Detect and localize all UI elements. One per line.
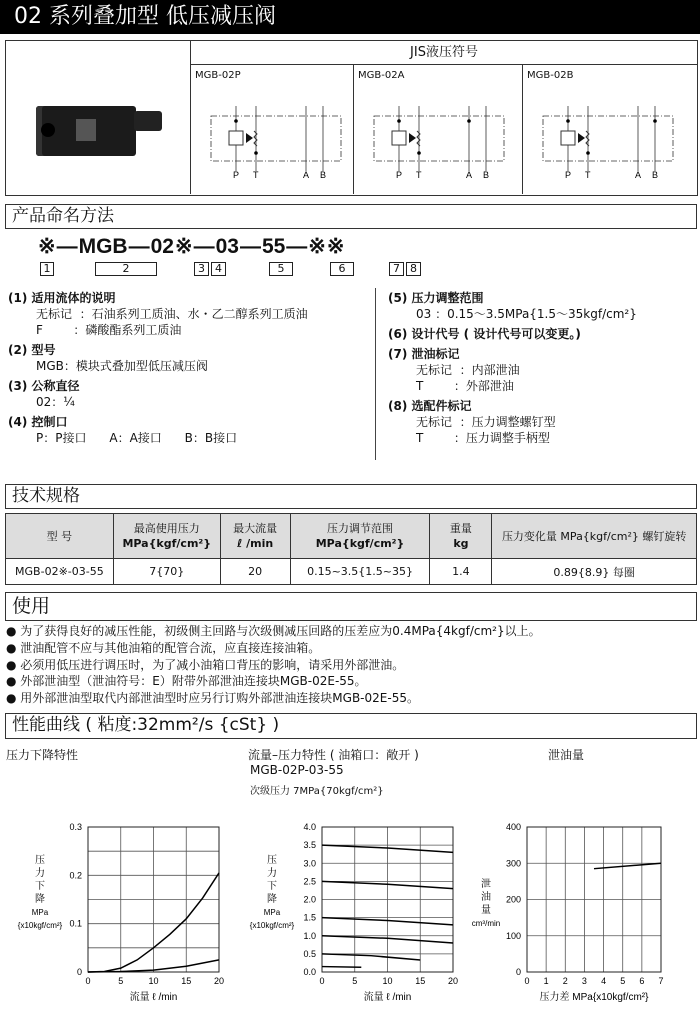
naming-item-heading: (3) 公称直径 [8, 379, 80, 393]
header-text: 压力变化量 MPa{kgf/cm²} 螺钉旋转 [501, 529, 687, 543]
y-axis-label: 压 [35, 855, 45, 866]
code-number-box: 4 [211, 262, 226, 276]
naming-item [388, 290, 698, 322]
code-part: ※ [174, 235, 193, 258]
x-tick-label: 5 [352, 976, 358, 986]
y-axis-label: {x10kgf/cm²} [249, 921, 295, 930]
y-axis-label: 下 [267, 881, 277, 892]
port-label-a: A [466, 170, 473, 180]
y-tick-label: 3.0 [303, 858, 316, 869]
model-code [38, 234, 346, 259]
hydraulic-symbol-icon [201, 101, 351, 181]
usage-bullet [6, 690, 541, 707]
y-tick-label: 4.0 [303, 822, 316, 832]
spec-cell: 0.15~3.5{1.5~35} [290, 559, 430, 585]
divider [375, 288, 376, 460]
x-axis-label: 流量 ℓ /min [363, 992, 412, 1003]
x-tick-label: 20 [213, 976, 225, 986]
naming-item-line: 无标记 ：内部泄油 [416, 363, 520, 377]
bullet-icon: ● [6, 691, 21, 706]
naming-item [8, 342, 368, 374]
y-axis-label: cm³/min [471, 919, 501, 928]
x-tick-label: 2 [562, 976, 568, 986]
naming-item [388, 398, 698, 446]
symbol-cell-mgb-02b [523, 65, 697, 194]
naming-item [8, 414, 368, 446]
naming-item-line: P：P接口 A：A接口 B：B接口 [36, 431, 238, 445]
naming-item-line: T ：压力调整手柄型 [416, 431, 550, 445]
chart1-title: 压力下降特性 [6, 748, 79, 762]
y-axis-label: {x10kgf/cm²} [17, 921, 63, 930]
x-axis-label: 流量 ℓ /min [129, 992, 178, 1003]
naming-item-heading: (2) 型号 [8, 343, 56, 357]
naming-item-heading: (6) 设计代号 ( 设计代号可以变更。) [388, 327, 581, 341]
x-tick-label: 0 [85, 976, 91, 986]
x-tick-label: 5 [620, 976, 626, 986]
chart3-title: 泄油量 [548, 748, 585, 762]
usage-bullet [6, 657, 541, 674]
code-number-box: 6 [330, 262, 354, 276]
x-axis-label: 压力差 MPa{x10kgf/cm²} [539, 992, 649, 1003]
spec-heading: 技术规格 [5, 484, 697, 509]
y-axis-label: 量 [481, 905, 491, 916]
perf-heading: 性能曲线 ( 粘度:32mm²/s {cSt} ) [5, 713, 697, 739]
y-tick-label: 0.1 [69, 918, 82, 929]
code-part: ※ [308, 235, 326, 258]
spec-cell: MGB-02※-03-55 [6, 559, 114, 585]
hydraulic-symbol-icon [364, 101, 514, 181]
usage-bullet [6, 640, 541, 657]
port-label-p: P [565, 170, 572, 180]
naming-item-heading: (1) 适用流体的说明 [8, 291, 116, 305]
y-tick-label: 400 [505, 822, 521, 832]
code-number-box: 8 [406, 262, 421, 276]
y-tick-label: 100 [505, 930, 521, 941]
x-tick-label: 4 [601, 976, 607, 986]
code-part: MGB [78, 235, 128, 258]
symbol-model-label: MGB-02B [527, 70, 574, 81]
x-tick-label: 1 [543, 976, 549, 986]
naming-item-line: MGB：模块式叠加型低压减压阀 [36, 359, 208, 373]
symbol-cell-mgb-02a [354, 65, 523, 194]
usage-heading: 使用 [5, 592, 697, 621]
spec-cell: 1.4 [430, 559, 492, 585]
code-part: — [286, 235, 308, 258]
x-tick-label: 0 [524, 976, 530, 986]
chart-1 [18, 822, 224, 1003]
header-text: 压力调节范围 [327, 522, 394, 535]
header-text: ℓ /min [237, 537, 274, 550]
x-tick-label: 15 [181, 976, 192, 986]
code-number-box: 3 [194, 262, 209, 276]
x-tick-label: 10 [382, 976, 393, 986]
y-axis-label: 力 [35, 868, 45, 879]
y-axis-label: 降 [267, 894, 277, 905]
code-number-box: 5 [269, 262, 293, 276]
naming-item [8, 290, 368, 338]
y-tick-label: 0 [515, 967, 521, 977]
naming-item-heading: (7) 泄油标记 [388, 347, 460, 361]
spec-cell: 7{70} [113, 559, 220, 585]
port-label-t: T [585, 170, 591, 180]
series-line [594, 863, 661, 868]
x-tick-label: 7 [658, 976, 664, 986]
y-tick-label: 1.0 [303, 930, 316, 941]
code-part: — [128, 235, 150, 258]
y-tick-label: 0.5 [303, 948, 316, 959]
bullet-icon: ● [6, 674, 21, 689]
naming-heading: 产品命名方法 [5, 204, 697, 229]
naming-item [388, 346, 698, 394]
naming-item-heading: (4) 控制口 [8, 415, 68, 429]
spec-column-header [290, 514, 430, 559]
y-tick-label: 0 [76, 967, 82, 977]
naming-item-line: F ：磷酸酯系列工质油 [36, 323, 182, 337]
y-tick-label: 1.5 [303, 912, 316, 923]
code-number-box: 7 [389, 262, 404, 276]
header-text: kg [453, 537, 469, 550]
port-label-b: B [652, 170, 659, 180]
y-axis-label: MPa [31, 908, 49, 917]
header-text: 最高使用压力 [133, 522, 200, 535]
symbol-model-label: MGB-02A [358, 70, 405, 81]
jis-symbol-header: JIS液压符号 [191, 41, 697, 65]
code-part: — [239, 235, 261, 258]
chart-2 [250, 822, 458, 1003]
y-tick-label: 0.0 [303, 967, 316, 977]
y-axis-label: 力 [267, 868, 277, 879]
y-tick-label: 0.3 [69, 822, 82, 832]
naming-item-heading: (8) 选配件标记 [388, 399, 472, 413]
y-axis-label: MPa [263, 908, 281, 917]
hydraulic-symbol-icon [533, 101, 683, 181]
page-title: 02 系列叠加型 低压减压阀 [0, 0, 700, 34]
spec-column-header [492, 514, 697, 559]
bullet-icon: ● [6, 657, 21, 672]
port-label-t: T [253, 170, 259, 180]
code-part: ※ [38, 235, 56, 258]
spec-column-header [6, 514, 114, 559]
code-part: 55 [261, 235, 286, 258]
symbol-cell-mgb-02p [191, 65, 354, 194]
chart2-title: 流量–压力特性 ( 油箱口：敞开 ) [248, 748, 419, 762]
code-part: — [56, 235, 78, 258]
naming-item-line: 02：¼ [36, 395, 75, 409]
series-line [322, 954, 420, 960]
x-tick-label: 10 [148, 976, 159, 986]
x-tick-label: 20 [447, 976, 459, 986]
naming-item [8, 378, 368, 410]
header-text: MPa{kgf/cm²} [315, 537, 405, 550]
symbol-model-label: MGB-02P [195, 70, 241, 81]
usage-bullet [6, 673, 541, 690]
spec-column-header [113, 514, 220, 559]
y-axis-label: 泄 [481, 879, 491, 890]
code-number-box: 2 [95, 262, 157, 276]
usage-bullet-text: 必须用低压进行调压时，为了减小油箱口背压的影响，请采用外部泄油。 [20, 657, 405, 672]
port-label-p: P [396, 170, 403, 180]
series-line [322, 967, 361, 968]
naming-item-heading: (5) 压力调整范围 [388, 291, 484, 305]
y-tick-label: 0.2 [69, 870, 82, 881]
y-tick-label: 3.5 [303, 840, 316, 851]
spec-table [5, 513, 697, 585]
chart2-note: 次级压力 7MPa{70kgf/cm²} [250, 786, 384, 797]
code-part: 02 [150, 235, 174, 258]
header-text: 重量 [449, 522, 472, 535]
naming-item [388, 326, 698, 342]
bullet-icon: ● [6, 624, 21, 638]
header-text: 型 号 [46, 529, 73, 543]
port-label-a: A [635, 170, 642, 180]
code-part: 03 [215, 235, 239, 258]
header-text: 最大流量 [233, 522, 278, 535]
naming-item-line: 无标记 ：石油系列工质油、水・乙二醇系列工质油 [36, 307, 308, 321]
y-axis-label: 压 [267, 855, 277, 866]
y-axis-label: 降 [35, 894, 45, 905]
spec-column-header [430, 514, 492, 559]
usage-bullet-text: 外部泄油型（泄油符号：E）附带外部泄油连接块MGB-02E-55。 [20, 674, 367, 689]
y-tick-label: 200 [505, 894, 521, 905]
performance-charts [0, 790, 700, 1021]
naming-item-line: 03 ：0.15～3.5MPa{1.5～35kgf/cm²} [416, 307, 637, 321]
spec-cell: 20 [220, 559, 290, 585]
naming-item-line: 无标记 ：压力调整螺钉型 [416, 415, 556, 429]
chart2-subtitle: MGB-02P-03-55 [250, 763, 344, 777]
y-tick-label: 2.5 [303, 876, 316, 887]
header-text: MPa{kgf/cm²} [122, 537, 212, 550]
port-label-p: P [233, 170, 240, 180]
code-part: — [193, 235, 215, 258]
port-label-t: T [416, 170, 422, 180]
y-axis-label: 下 [35, 881, 45, 892]
y-axis-label: 油 [481, 892, 491, 903]
port-label-a: A [303, 170, 310, 180]
code-part: ※ [326, 235, 345, 258]
product-symbol-box [5, 40, 698, 196]
x-tick-label: 3 [581, 976, 587, 986]
port-label-b: B [320, 170, 327, 180]
usage-bullet-text: 为了获得良好的减压性能，初级侧主回路与次级侧减压回路的压差应为0.4MPa{4kgf/cm²}以上。 [20, 624, 541, 638]
usage-bullet [6, 623, 541, 640]
x-tick-label: 6 [639, 976, 645, 986]
naming-item-line: T ：外部泄油 [416, 379, 514, 393]
usage-bullet-text: 泄油配管不应与其他油箱的配管合流，应直接连接油箱。 [20, 640, 321, 655]
spec-column-header [220, 514, 290, 559]
spec-cell: 0.89{8.9} 每圈 [492, 559, 697, 585]
y-tick-label: 2.0 [303, 894, 316, 905]
code-number-box: 1 [40, 262, 54, 276]
x-tick-label: 15 [415, 976, 426, 986]
y-tick-label: 300 [505, 858, 521, 869]
usage-bullet-text: 用外部泄油型取代内部泄油型时应另行订购外部泄油连接块MGB-02E-55。 [20, 691, 419, 706]
chart-3 [472, 822, 664, 1003]
x-tick-label: 5 [118, 976, 124, 986]
product-photo [6, 41, 191, 194]
bullet-icon: ● [6, 640, 21, 655]
port-label-b: B [483, 170, 490, 180]
x-tick-label: 0 [319, 976, 325, 986]
